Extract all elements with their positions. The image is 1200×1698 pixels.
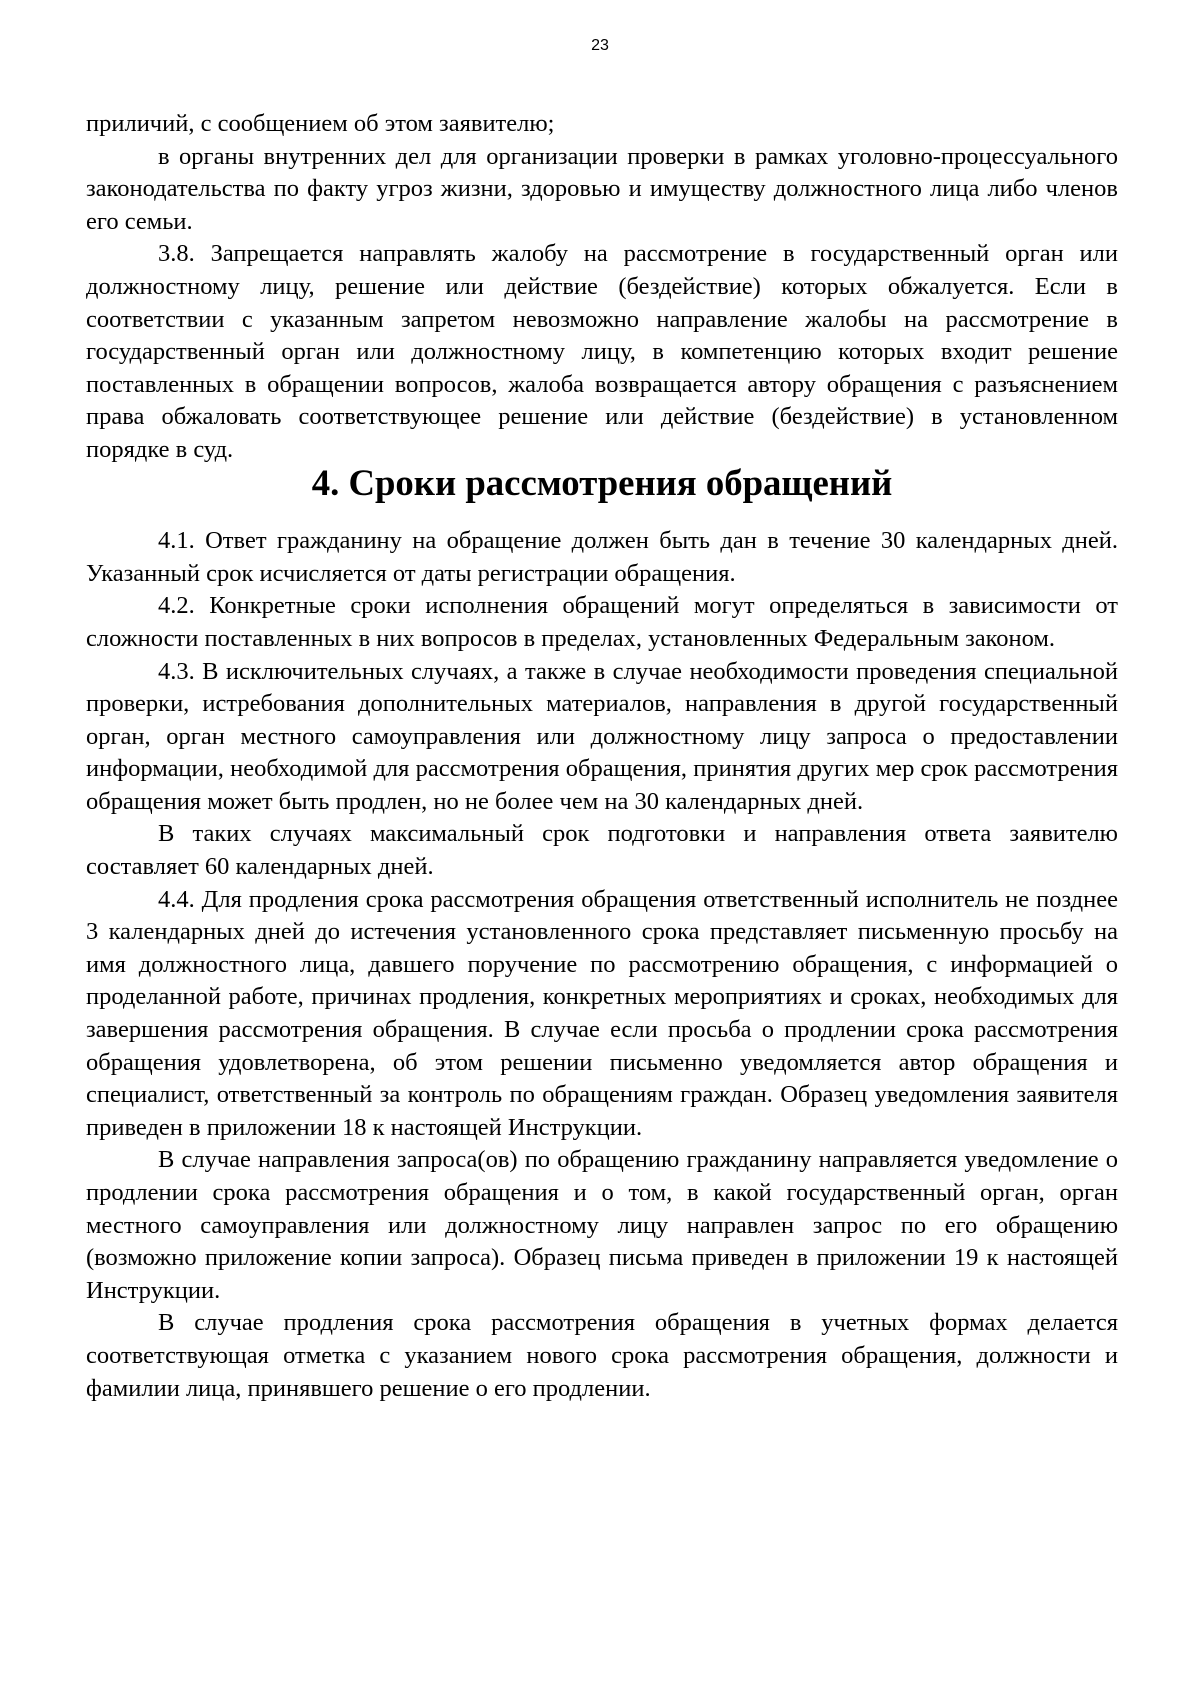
paragraph-4-2: 4.2. Конкретные сроки исполнения обращений могут определяться в зависимости от сложности поставленных в них вопросов в пределах, установленных Федеральным законом. xyxy=(86,592,1118,652)
page-number: 23 xyxy=(591,37,609,54)
paragraph-4-1: 4.1. Ответ гражданину на обращение должен быть дан в течение 30 календарных дней. Указанный срок исчисляется от даты регистрации обращения. xyxy=(86,527,1118,587)
section-heading: 4. Сроки рассмотрения обращений xyxy=(311,461,893,503)
paragraph-3-8: 3.8. Запрещается направлять жалобу на рассмотрение в государственный орган или должностному лицу, решение или действие (бездействие) которых обжалуется. Если в соответствии с указанным запретом невозможно направление жалобы на рассмотрение в государственный орган или должностному лицу, в компетенцию которых входит решение поставленных в обращении вопросов, жалоба возвращается автору обращения с разъяснением права обжаловать соответствующее решение или действие (бездействие) в установленном порядке в суд. xyxy=(86,240,1118,463)
paragraph-request-notice: В случае направления запроса(ов) по обращению гражданину направляется уведомление о продлении срока рассмотрения обращения и о том, в какой государственный орган, орган местного самоуправления или должностному лицу направлен запрос по его обращению (возможно приложение копии запроса). Образец письма приведен в приложении 19 к настоящей Инструкции. xyxy=(86,1146,1118,1304)
paragraph-4-3: 4.3. В исключительных случаях, а также в случае необходимости проведения специальной проверки, истребования дополнительных материалов, направления в другой государственный орган, орган местного самоуправления или должностному лицу запроса о предоставлении информации, необходимой для рассмотрения обращения, принятия других мер срок рассмотрения обращения может быть продлен, но не более чем на 30 календарных дней. xyxy=(86,657,1118,815)
paragraph-registration-mark: В случае продления срока рассмотрения обращения в учетных формах делается соответствующая отметка с указанием нового срока рассмотрения обращения, должности и фамилии лица, принявшего решение о его продлении. xyxy=(86,1309,1118,1402)
paragraph-continuation: приличий, с сообщением об этом заявителю; xyxy=(86,110,555,137)
paragraph-internal-affairs: в органы внутренних дел для организации проверки в рамках уголовно-процессуального законодательства по факту угроз жизни, здоровью и имуществу должностного лица либо членов его семьи. xyxy=(86,142,1118,235)
paragraph-4-4: 4.4. Для продления срока рассмотрения обращения ответственный исполнитель не позднее 3 календарных дней до истечения установленного срока представляет письменную просьбу на имя должностного лица, давшего поручение по рассмотрению обращения, с информацией о проделанной работе, причинах продления, конкретных мероприятиях и сроках, необходимых для завершения рассмотрения обращения. В случае если просьба о продлении срока рассмотрения обращения удовлетворена, об этом решении письменно уведомляется автор обращения и специалист, ответственный за контроль по обращениям граждан. Образец уведомления заявителя приведен в приложении 18 к настоящей Инструкции. xyxy=(86,885,1118,1141)
document-body xyxy=(86,108,1118,1405)
paragraph-max-term: В таких случаях максимальный срок подготовки и направления ответа заявителю составляет 60 календарных дней. xyxy=(86,820,1118,881)
